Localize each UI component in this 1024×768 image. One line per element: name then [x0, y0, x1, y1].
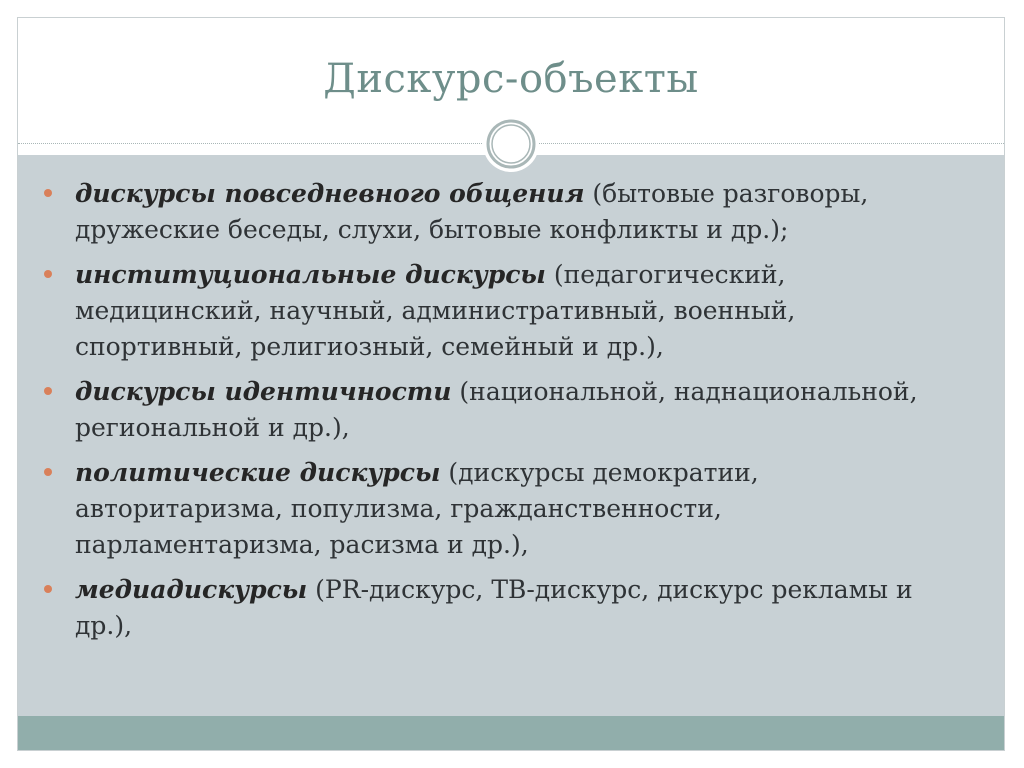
bullet-term: дискурсы идентичности: [75, 377, 452, 406]
bullet-text: (бытовые разговоры, дружеские беседы, слухи, бытовые конфликты и др.);: [75, 179, 869, 244]
bullet-dot-icon: [44, 468, 52, 476]
list-item: [44, 176, 964, 248]
bullet-term: медиадискурсы: [75, 575, 308, 604]
bullet-text: (дискурсы демократии, авторитаризма, популизма, гражданственности, парламентаризма, расизма и др.),: [75, 458, 759, 559]
list-item: [44, 572, 964, 644]
slide-title: Дискурс-объекты: [323, 56, 699, 102]
bullet-list: [44, 176, 964, 653]
list-item: [44, 374, 964, 446]
bullet-text: (PR-дискурс, ТВ-дискурс, дискурс рекламы и др.),: [75, 575, 913, 640]
bullet-term: дискурсы повседневного общения: [75, 179, 585, 208]
list-item: [44, 257, 964, 365]
bullet-text: (педагогический, медицинский, научный, административный, военный, спортивный, религиозный, семейный и др.),: [75, 260, 796, 361]
bullet-text: (национальной, наднациональной, региональной и др.),: [75, 377, 918, 442]
ring-icon: [482, 115, 540, 173]
bullet-dot-icon: [44, 270, 52, 278]
list-item: [44, 455, 964, 563]
bullet-dot-icon: [44, 387, 52, 395]
slide: [17, 17, 1005, 751]
bullet-term: институциональные дискурсы: [75, 260, 546, 289]
bullet-dot-icon: [44, 585, 52, 593]
footer-bar: [18, 716, 1004, 751]
bullet-dot-icon: [44, 189, 52, 197]
bullet-term: политические дискурсы: [75, 458, 441, 487]
